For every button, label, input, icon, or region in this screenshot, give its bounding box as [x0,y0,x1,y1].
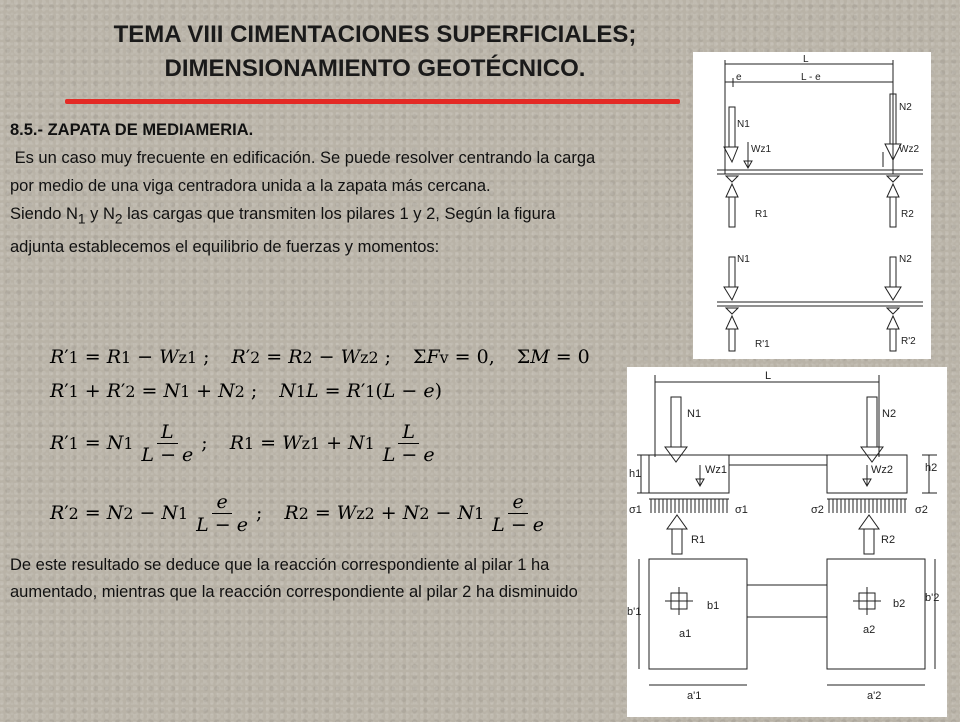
load-N2-label: N2 [899,102,912,113]
equation-row-4: R ′ 2 = N 2 − N 1 $\frac{e}{L - e}$ ; R 2 = W z2 + N 2 − N 1 $\frac{e}{L - e}$ [50,490,545,536]
plan-a2-prime-label: a'2 [867,690,882,702]
footing-plan-svg [627,367,947,717]
dim-L-minus-e-label: L - e [801,72,821,83]
plan-sigma2-left-label: σ2 [811,504,824,516]
plan-b2-label: b2 [893,598,906,610]
reaction-R1-prime-label: R'1 [755,339,770,350]
paragraph-loads: Siendo $N_1$ y $N_2$ las cargas que transmiten los pilares 1 y 2, Según la figura adjunta establecemos el equilibrio de fuerzas y momentos: [10,205,556,257]
load-N2-label-2: N2 [899,254,912,265]
dim-L-label: L [803,54,809,65]
plan-N2-label: N2 [882,408,897,420]
plan-b1-label: b1 [707,600,720,612]
plan-b2-prime-label: b'2 [925,592,940,604]
plan-Wz2-label: Wz2 [871,464,893,476]
plan-sigma1-right-label: σ1 [735,504,748,516]
plan-sigma2-right-label: σ2 [915,504,928,516]
equation-row-1: R ′ 1 = R 1 − W z1 ; R ′ 2 = R 2 − W z2 ; Σ F v = 0, Σ M = 0 [50,346,590,368]
plan-h1-label: h1 [629,468,642,480]
soil-pressure-hatch [651,499,905,513]
figure-footing-plan [627,367,947,717]
section-heading: 8.5.- ZAPATA DE MEDIAMERIA. [10,121,254,139]
conclusion-text: De este resultado se deduce que la reacción correspondiente al pilar 1 ha aumentado, mientras que la reacción correspondiente al pilar 2 ha disminuido [10,556,578,601]
plan-L-label: L [765,370,772,382]
equation-row-2: R ′ 1 + R ′ 2 = N 1 + N 2 ; N 1 L = R ′ 1 ( L − e ) [50,380,443,402]
title-underline [65,99,680,104]
plan-a1-label: a1 [679,628,692,640]
load-diagram-svg [693,52,931,359]
plan-N1-label: N1 [687,408,702,420]
load-N1-label: N1 [737,119,750,130]
load-N1-label-2: N1 [737,254,750,265]
title-line-2: DIMENSIONAMIENTO GEOTÉCNICO. [164,55,586,82]
plan-Wz1-label: Wz1 [705,464,727,476]
plan-R2-label: R2 [881,534,896,546]
title-line-1: TEMA VIII CIMENTACIONES SUPERFICIALES; [113,21,637,48]
plan-a2-label: a2 [863,624,876,636]
plan-sigma1-left-label: σ1 [629,504,642,516]
plan-a1-prime-label: a'1 [687,690,702,702]
section-body [10,116,610,261]
plan-R1-label: R1 [691,534,706,546]
weight-Wz2-label: Wz2 [899,144,919,155]
equation-row-3: R ′ 1 = N 1 $\frac{L}{L - e}$ ; R 1 = W z1 + N 1 $\frac{L}{L - e}$ [50,420,435,466]
paragraph-intro: Es un caso muy frecuente en edificación. Se puede resolver centrando la carga por medio de una viga centradora unida a la zapata más cercana. [10,149,596,195]
reaction-R2-label: R2 [901,209,914,220]
dim-e-label: e [736,72,742,83]
reaction-R2-prime-label: R'2 [901,336,916,347]
reaction-R1-label: R1 [755,209,768,220]
equations-block [50,340,610,548]
figure-load-diagram [693,52,931,359]
weight-Wz1-label: Wz1 [751,144,771,155]
plan-h2-label: h2 [925,462,938,474]
slide-title [55,18,695,86]
plan-b1-prime-label: b'1 [627,606,642,618]
